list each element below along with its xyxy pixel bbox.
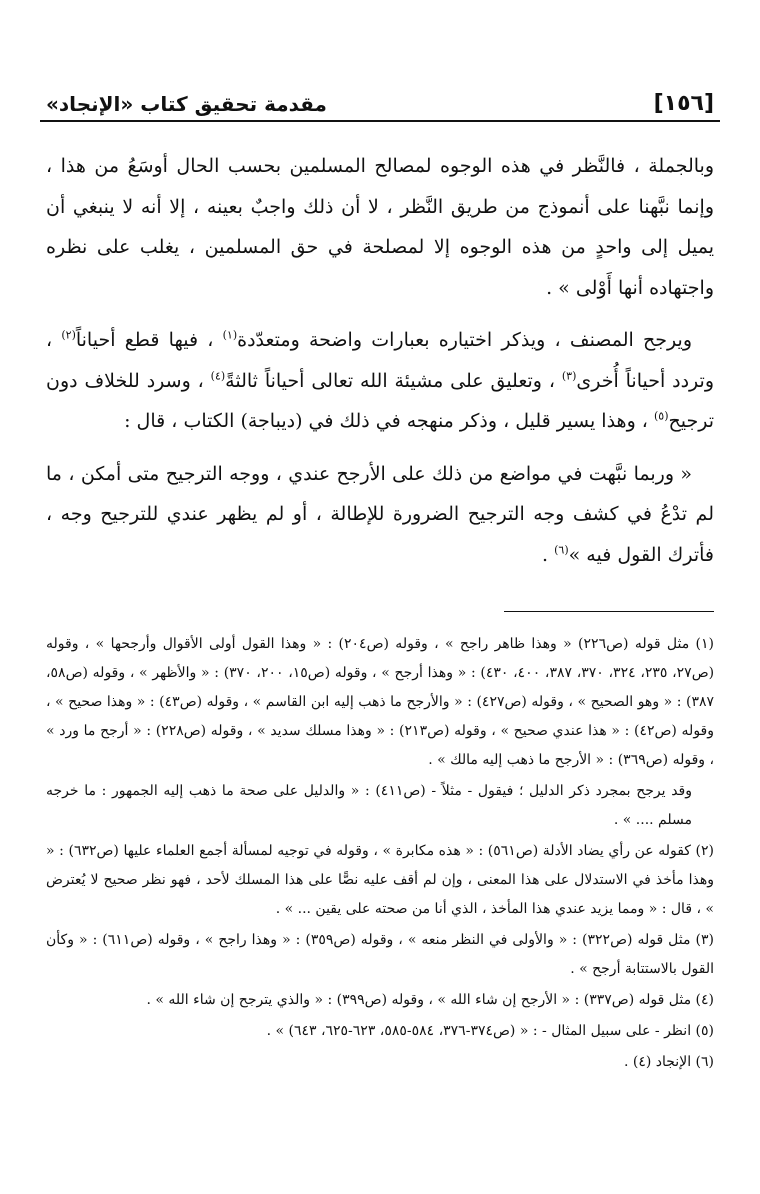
text-run: ، وهذا يسير قليل ، وذكر منهجه في ذلك في (ديباجة) الكتاب ، قال : [124, 410, 654, 432]
text-run: . [542, 543, 555, 566]
footnote-separator [504, 611, 714, 612]
footnote-ref: (٤) [210, 369, 226, 383]
footnote-2: (٢) كقوله عن رأي يضاد الأدلة (ص٥٦١) : « هذه مكابرة » ، وقوله في توجيه لمسألة أجمع العلماء عليها (ص٦٣٢) : « وهذا مأخذ في الاستدلال على هذا المعنى ، وإن لم أقف عليه نصًّا على هذا المسلك لأحد ، فهو نظر صحيح لا يُعترض » ، قال : « ومما يزيد عندي هذا المأخذ ، الذي أنا من صحته على يقين ... » . [46, 843, 714, 917]
footnote-ref: (٥) [653, 409, 669, 423]
text-run: ، وتعليق على مشيئة الله تعالى أحياناً ثالثةً [225, 369, 562, 392]
paragraph [46, 320, 714, 442]
footnotes [40, 630, 720, 1077]
footnote-4: (٤) مثل قوله (ص٣٣٧) : « الأرجح إن شاء الله » ، وقوله (ص٣٩٩) : « والذي يترجح إن شاء الله » . [146, 992, 714, 1008]
main-text [40, 146, 720, 575]
text-run: ، وسرد للخلاف دون ترجيح [46, 369, 714, 432]
page-number: [١٥٦] [653, 91, 714, 116]
book-page [40, 70, 720, 1079]
footnote-ref: (١) [222, 328, 238, 342]
footnote-ref: (٦) [554, 543, 569, 557]
text-run: « وربما نبَّهت في مواضع من ذلك على الأرجح عندي ، ووجه الترجيح متى أمكن ، ما لم تدْعُ في كشف وجه الترجيح الضرورة للإطالة ، أو لم يظهر عندي للترجيح وجه ، فأترك القول فيه » [46, 462, 714, 566]
footnote-3: (٣) مثل قوله (ص٣٢٢) : « والأولى في النظر منعه » ، وقوله (ص٣٥٩) : « وهذا راجح » ، وقوله (ص٦١١) : « وكأن القول بالاستتابة أرجح » . [46, 932, 714, 977]
footnote-ref: (٢) [61, 328, 76, 342]
text-run: ويرجح المصنف ، ويذكر اختياره بعبارات واضحة ومتعدّدة [237, 329, 692, 351]
footnote-ref: (٣) [561, 369, 577, 383]
running-title: مقدمة تحقيق كتاب «الإنجاد» [46, 92, 327, 116]
footnote-5: (٥) انظر - على سبيل المثال - : « (ص٣٧٤-٣٧٦، ٥٨٤-٥٨٥، ٦٢٣-٦٢٥، ٦٤٣) » . [266, 1023, 714, 1039]
footnote-1-continuation: وقد يرجح بمجرد ذكر الدليل ؛ فيقول - مثلاً - (ص٤١١) : « والدليل على صحة ما ذهب إليه الجمهور : ما خرجه مسلم .... » . [46, 783, 692, 828]
paragraph: وبالجملة ، فالنَّظر في هذه الوجوه لمصالح المسلمين بحسب الحال أوسَعُ من هذا ، وإنما نبَّهنا على أنموذج من طريق النَّظر ، لا أن ذلك واجبٌ بعينه ، إلا أنه لا ينبغي أن يميل إلى واحدٍ من هذه الوجوه إلا لمصلحة في حق المسلمين ، يغلب على نظره واجتهاده أنها أَوْلى » . [46, 155, 714, 299]
text-run: ، فيها قطع أحياناً [75, 329, 223, 351]
footnote-6: (٦) الإنجاد (٤) . [623, 1054, 714, 1070]
page-header [40, 70, 720, 122]
quote-paragraph [46, 454, 714, 576]
footnote-1: (١) مثل قوله (ص٢٢٦) « وهذا ظاهر راجح » ، وقوله (ص٢٠٤) : « وهذا القول أولى الأقوال وأرجحها » ، وقوله (ص٢٧، ٢٣٥، ٣٢٤، ٣٧٠، ٣٨٧، ٤٠٠، ٤٣٠) : « وهذا أرجح » ، وقوله (ص١٥، ٢٠٠، ٣٧٠) : « والأظهر » ، وقوله (ص٥٨، ٣٨٧) : « وهو الصحيح » ، وقوله (ص٤٢٧) : « والأرجح ما ذهب إليه ابن القاسم » ، وقوله (ص٤٣) : « وهذا صحيح » ، وقوله (ص٤٢) : « هذا عندي صحيح » ، وقوله (ص٢١٣) : « وهذا مسلك سديد » ، وقوله (ص٢٢٨) : « أرجح ما ورد » ، وقوله (ص٣٦٩) : « الأرجح ما ذهب إليه مالك » . [46, 636, 715, 768]
text-run: ، وتردد أحياناً أُخرى [46, 329, 714, 392]
